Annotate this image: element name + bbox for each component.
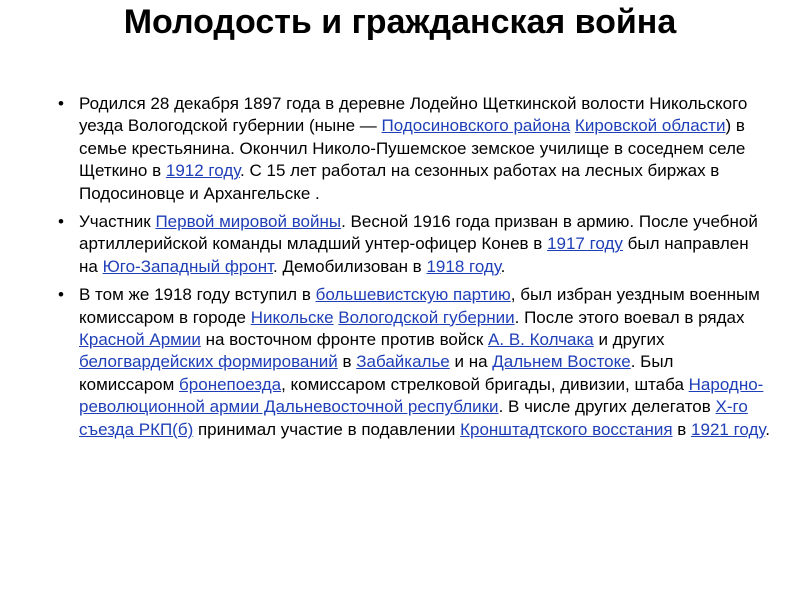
body-text: Участник bbox=[79, 212, 156, 232]
body-text: в bbox=[337, 352, 357, 372]
body-text: . Весной 1916 года призван в армию. После учебной артиллерийской команды младший унтер-офицер Конев в bbox=[79, 212, 758, 254]
bullet-item bbox=[58, 211, 770, 278]
bullet-item bbox=[58, 284, 770, 441]
body-text: в bbox=[672, 419, 692, 439]
hyperlink[interactable]: Юго-Западный фронт bbox=[102, 256, 274, 276]
body-text: принимал участие в подавлении bbox=[193, 419, 461, 439]
slide-title: Молодость и гражданская война bbox=[123, 3, 677, 41]
body-text: и других bbox=[593, 330, 665, 350]
body-text: был направлен на bbox=[79, 234, 749, 276]
hyperlink[interactable]: белогвардейских формирований bbox=[79, 352, 338, 372]
body-text: , комиссаром стрелковой бригады, дивизии, штаба bbox=[281, 374, 689, 394]
hyperlink[interactable]: бронепоезда bbox=[179, 374, 282, 394]
body-text: . bbox=[765, 419, 770, 439]
body-text: . Демобилизован в bbox=[273, 256, 427, 276]
hyperlink[interactable]: 1921 году bbox=[691, 419, 766, 439]
hyperlink[interactable]: А. В. Колчака bbox=[488, 330, 594, 350]
hyperlink[interactable]: Первой мировой войны bbox=[155, 212, 342, 232]
body-text: . Был комиссаром bbox=[79, 352, 674, 394]
bullet-dot-icon: • bbox=[58, 94, 64, 113]
hyperlink[interactable]: Кировской области bbox=[574, 116, 726, 136]
hyperlink[interactable]: Никольске bbox=[250, 307, 334, 327]
bullet-item bbox=[58, 93, 770, 205]
body-text: . В числе других делегатов bbox=[498, 397, 716, 417]
bullet-dot-icon: • bbox=[58, 285, 64, 305]
hyperlink[interactable]: 1918 году bbox=[426, 256, 501, 276]
hyperlink[interactable]: Забайкалье bbox=[356, 352, 450, 372]
body-text: . С 15 лет работал на сезонных работах на лесных биржах в Подосиновце и Архангельске . bbox=[79, 161, 720, 203]
hyperlink[interactable]: большевистскую партию bbox=[315, 285, 511, 305]
hyperlink[interactable]: X-го съезда РКП(б) bbox=[79, 397, 748, 439]
body-text: Родился 28 декабря 1897 года в деревне Лодейно Щеткинской волости Никольского уезда Вологодской губернии (ныне — bbox=[79, 94, 748, 136]
hyperlink[interactable]: Кронштадтского восстания bbox=[460, 419, 673, 439]
body-text: , был избран уездным военным комиссаром в городе bbox=[79, 285, 760, 327]
body-text: на восточном фронте против войск bbox=[200, 330, 489, 350]
body-text: . bbox=[500, 256, 506, 276]
hyperlink[interactable]: Народно-революционной армии Дальневосточной республики bbox=[79, 374, 764, 417]
hyperlink[interactable]: Подосиновского района bbox=[381, 116, 571, 136]
body-text: В том же 1918 году вступил в bbox=[79, 285, 316, 305]
hyperlink[interactable]: 1917 году bbox=[547, 234, 623, 254]
body-text: . После этого воевал в рядах bbox=[514, 307, 745, 327]
hyperlink[interactable]: 1912 году bbox=[165, 161, 241, 181]
hyperlink[interactable]: Вологодской губернии bbox=[338, 307, 515, 327]
body-text: ) в семье крестьянина. Окончил Николо-Пушемское земское училище в соседнем селе Щеткино в bbox=[79, 116, 746, 181]
hyperlink[interactable]: Красной Армии bbox=[79, 330, 201, 350]
bullet-list bbox=[58, 93, 770, 447]
bullet-dot-icon: • bbox=[58, 212, 64, 232]
hyperlink[interactable]: Дальнем Востоке bbox=[492, 352, 631, 372]
body-text: и на bbox=[449, 352, 493, 372]
